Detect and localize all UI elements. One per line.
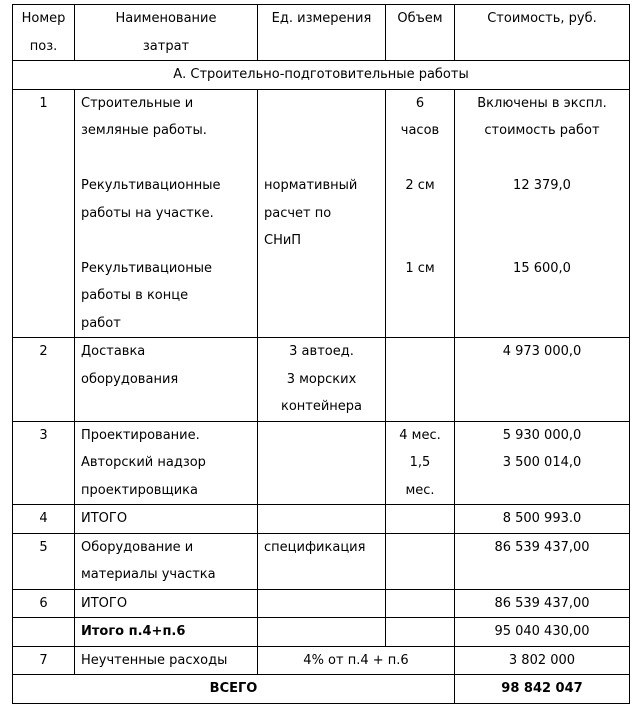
row-volume bbox=[386, 618, 455, 647]
row-volume bbox=[386, 505, 455, 534]
row-unit bbox=[258, 421, 386, 505]
section-title: А. Строительно-подготовительные работы bbox=[13, 61, 630, 90]
row-volume bbox=[386, 533, 455, 589]
header-name: Наименование затрат bbox=[75, 5, 258, 61]
row-name: Строительные и земляные работы. Рекультивационные работы на участке. Рекультивационые работы в конце работ bbox=[75, 89, 258, 338]
row-unit bbox=[258, 505, 386, 534]
row-cost: 4 973 000,0 bbox=[455, 338, 630, 422]
total-label: ВСЕГО bbox=[13, 675, 455, 704]
table-row bbox=[13, 89, 630, 338]
row-unit bbox=[258, 618, 386, 647]
row-num: 7 bbox=[13, 646, 75, 675]
cost-table bbox=[12, 4, 630, 704]
row-num: 3 bbox=[13, 421, 75, 505]
row-cost: 3 802 000 bbox=[455, 646, 630, 675]
row-num: 5 bbox=[13, 533, 75, 589]
table-row bbox=[13, 505, 630, 534]
table-row bbox=[13, 589, 630, 618]
row-num: 2 bbox=[13, 338, 75, 422]
row-name: Доставка оборудования bbox=[75, 338, 258, 422]
header-cost: Стоимость, руб. bbox=[455, 5, 630, 61]
table-row bbox=[13, 338, 630, 422]
row-volume bbox=[386, 589, 455, 618]
row-volume: 4 мес. 1,5 мес. bbox=[386, 421, 455, 505]
row-name: ИТОГО bbox=[75, 589, 258, 618]
row-name: Итого п.4+п.6 bbox=[75, 618, 258, 647]
row-cost: 86 539 437,00 bbox=[455, 589, 630, 618]
row-unit: нормативный расчет по СНиП bbox=[258, 89, 386, 338]
row-unit: спецификация bbox=[258, 533, 386, 589]
table-row bbox=[13, 618, 630, 647]
row-num: 1 bbox=[13, 89, 75, 338]
row-name: Неучтенные расходы bbox=[75, 646, 258, 675]
row-num bbox=[13, 618, 75, 647]
row-num: 4 bbox=[13, 505, 75, 534]
row-cost: 5 930 000,0 3 500 014,0 bbox=[455, 421, 630, 505]
row-name: ИТОГО bbox=[75, 505, 258, 534]
row-unit: 4% от п.4 + п.6 bbox=[258, 646, 455, 675]
header-volume: Объем bbox=[386, 5, 455, 61]
row-name: Оборудование и материалы участка bbox=[75, 533, 258, 589]
row-cost: 86 539 437,00 bbox=[455, 533, 630, 589]
table-header-row bbox=[13, 5, 630, 61]
row-unit: 3 автоед. 3 морских контейнера bbox=[258, 338, 386, 422]
section-row bbox=[13, 61, 630, 90]
row-name: Проектирование. Авторский надзор проектировщика bbox=[75, 421, 258, 505]
row-volume: 6 часов 2 см 1 см bbox=[386, 89, 455, 338]
table-row bbox=[13, 421, 630, 505]
header-num: Номер поз. bbox=[13, 5, 75, 61]
row-volume bbox=[386, 338, 455, 422]
table-row bbox=[13, 533, 630, 589]
total-row bbox=[13, 675, 630, 704]
total-cost: 98 842 047 bbox=[455, 675, 630, 704]
row-num: 6 bbox=[13, 589, 75, 618]
row-cost: 95 040 430,00 bbox=[455, 618, 630, 647]
row-cost: Включены в экспл. стоимость работ 12 379,0 15 600,0 bbox=[455, 89, 630, 338]
table-row bbox=[13, 646, 630, 675]
row-unit bbox=[258, 589, 386, 618]
row-cost: 8 500 993.0 bbox=[455, 505, 630, 534]
header-unit: Ед. измерения bbox=[258, 5, 386, 61]
